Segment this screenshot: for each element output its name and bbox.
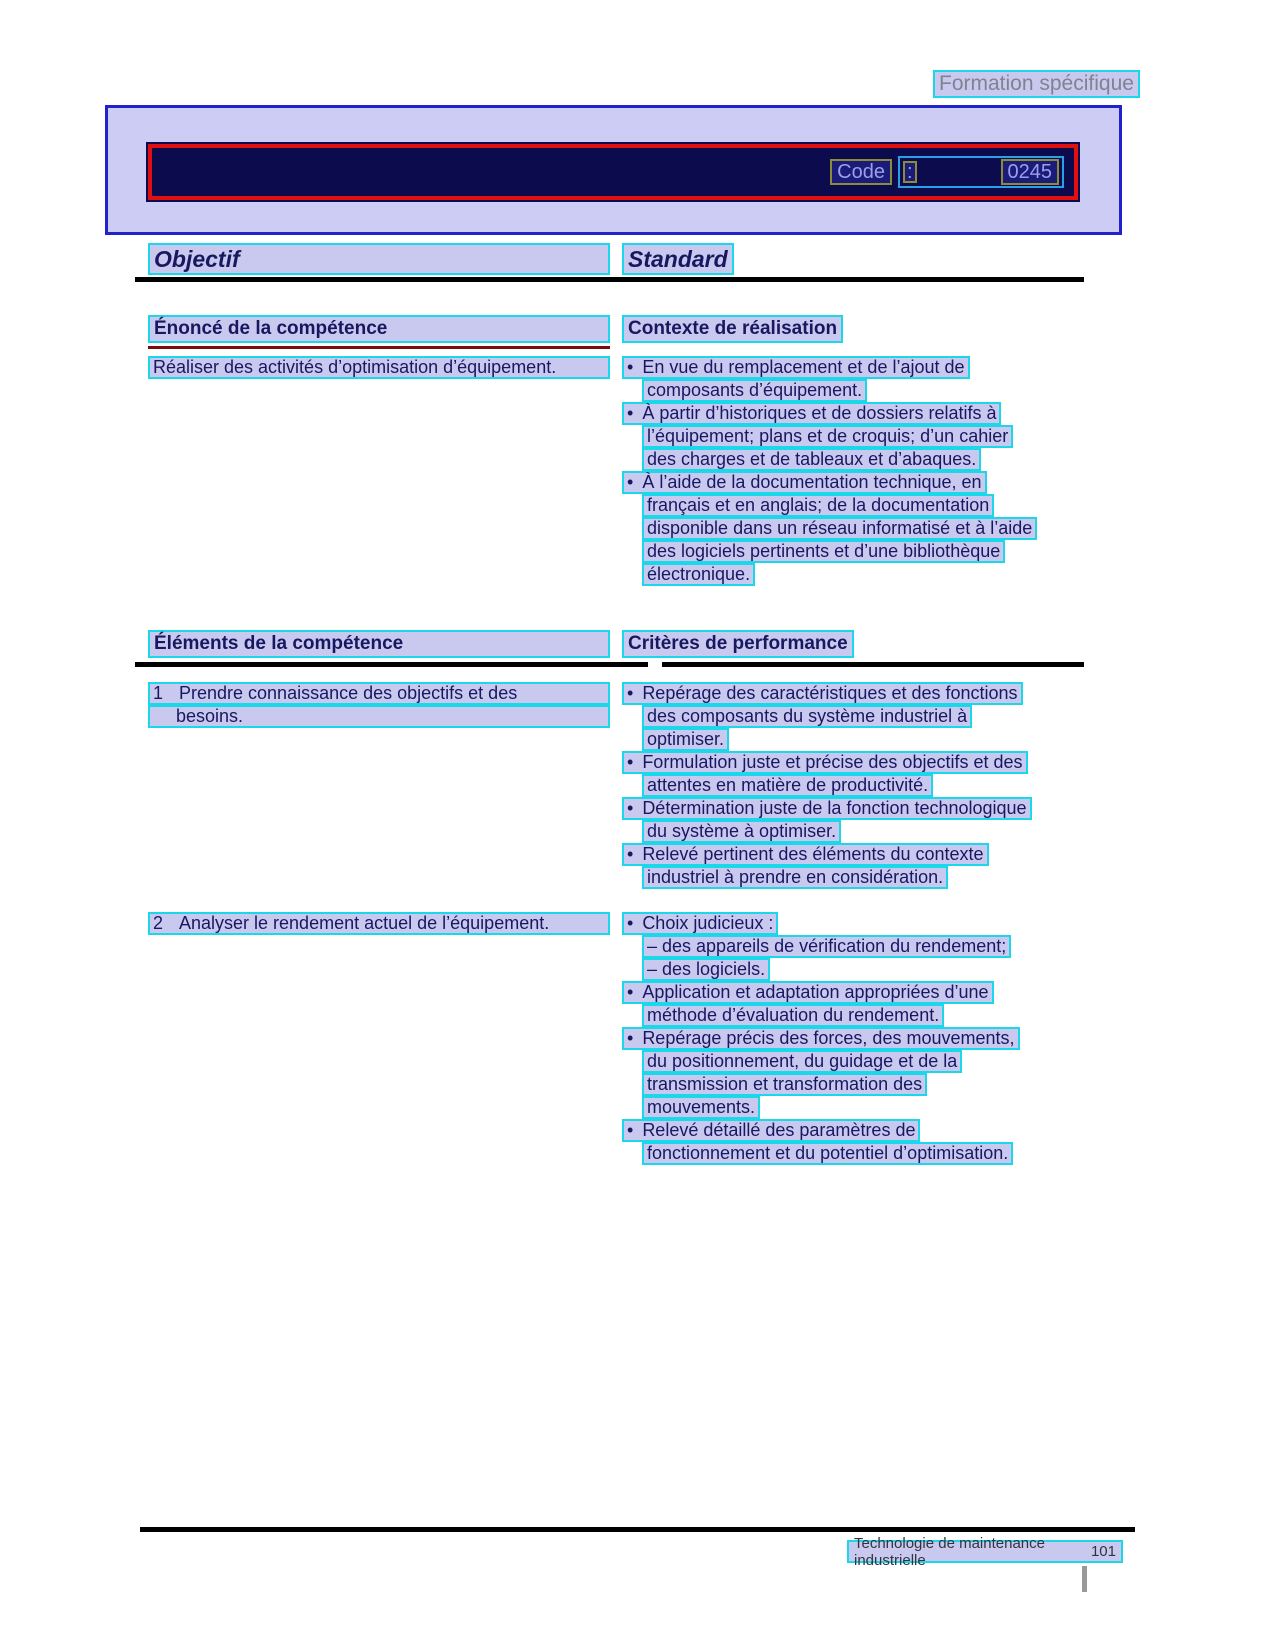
- bullet-text: français et en anglais; de la documentation: [647, 495, 990, 515]
- bullet-line: [642, 1142, 1013, 1165]
- bullet-text: À l’aide de la documentation technique, en: [642, 472, 982, 492]
- bullet-text: Détermination juste de la fonction technologique: [642, 798, 1027, 818]
- item-text: besoins.: [176, 706, 244, 726]
- bullet-line: [622, 356, 970, 379]
- footer-page-number: 101: [1090, 1543, 1116, 1560]
- section-header-criteres: [622, 630, 854, 658]
- standard-label: Standard: [622, 243, 734, 275]
- bullet-text: optimiser.: [647, 729, 725, 749]
- bullet-text: électronique.: [647, 564, 751, 584]
- bullet-line: [642, 774, 933, 797]
- bullet-text: Choix judicieux :: [642, 913, 774, 933]
- bullet-text: Repérage des caractéristiques et des fonctions: [642, 683, 1018, 703]
- section-header-contexte: [622, 315, 843, 343]
- item-line: [148, 912, 610, 935]
- enonce-red-underline: [148, 346, 610, 349]
- bullet-text: l’équipement; plans et de croquis; d’un cahier: [647, 426, 1009, 446]
- contexte-bullet-list: [622, 356, 1112, 586]
- bullet-line: [622, 402, 1001, 425]
- bullet-line: [642, 820, 841, 843]
- bullet-text: composants d’équipement.: [647, 380, 863, 400]
- objectif-label: Objectif: [148, 243, 610, 275]
- criteres-bullet-list-2: [622, 912, 1112, 1165]
- item-number: 2: [153, 913, 164, 933]
- bullet-line: [642, 728, 729, 751]
- item-text: Prendre connaissance des objectifs et des: [179, 683, 518, 703]
- title-banner-box: [105, 105, 1122, 235]
- bullet-line: [622, 843, 989, 866]
- bullet-line: [642, 1050, 962, 1073]
- bullet-line: [642, 448, 981, 471]
- bullet-text: des logiciels pertinents et d’une bibliothèque: [647, 541, 1001, 561]
- item-line: [148, 705, 610, 728]
- bullet-line: [642, 1004, 944, 1027]
- bullet-line: [642, 958, 770, 981]
- item-line: [148, 682, 610, 705]
- footer-bar: [847, 1534, 1123, 1569]
- bullet-text: des charges et de tableaux et d’abaques.: [647, 449, 977, 469]
- bullet-text: méthode d’évaluation du rendement.: [647, 1005, 940, 1025]
- bullet-text: fonctionnement et du potentiel d’optimisation.: [647, 1143, 1009, 1163]
- formation-specifique-label: Formation spécifique: [933, 70, 1140, 98]
- bullet-line: [642, 494, 994, 517]
- bullet-text: des composants du système industriel à: [647, 706, 968, 726]
- footer-rule: [140, 1527, 1135, 1532]
- bullet-text: transmission et transformation des: [647, 1074, 923, 1094]
- code-value: 0245: [1001, 159, 1060, 185]
- bullet-line: [642, 705, 972, 728]
- title-banner-inner-box: [148, 144, 1078, 200]
- bullet-text: mouvements.: [647, 1097, 756, 1117]
- bullet-line: [622, 912, 778, 935]
- criteres-bullet-list-1: [622, 682, 1112, 889]
- column-header-objectif: [148, 243, 610, 275]
- bullet-text: Relevé pertinent des éléments du contexte: [642, 844, 984, 864]
- bullet-text: du système à optimiser.: [647, 821, 837, 841]
- bullet-line: [642, 563, 755, 586]
- bullet-text: Formulation juste et précise des objectifs et des: [642, 752, 1023, 772]
- bullet-line: [642, 1096, 760, 1119]
- competence-statement-column: [148, 356, 610, 379]
- bullet-line: [622, 682, 1023, 705]
- section-header-enonce: [148, 315, 610, 343]
- bullet-text: Repérage précis des forces, des mouvements,: [642, 1028, 1015, 1048]
- element-item-1: [148, 682, 610, 728]
- bullet-text: – des logiciels.: [647, 959, 766, 979]
- bullet-text: À partir d’historiques et de dossiers relatifs à: [642, 403, 997, 423]
- code-label: Code: [830, 159, 892, 185]
- bullet-line: [642, 425, 1013, 448]
- bullet-line: [642, 935, 1011, 958]
- bullet-text: attentes en matière de productivité.: [647, 775, 929, 795]
- footer-title: Technologie de maintenance industrielle: [854, 1534, 1045, 1569]
- code-value-group: [898, 156, 1064, 188]
- section-header-elements: [148, 630, 610, 658]
- bullet-line: [642, 1073, 927, 1096]
- bullet-line: [622, 1119, 920, 1142]
- element-item-2: [148, 912, 610, 935]
- bullet-line: [642, 540, 1005, 563]
- bullet-line: [642, 866, 948, 889]
- bullet-line: [622, 1027, 1020, 1050]
- divider-rule-elements-right: [662, 662, 1084, 667]
- bullet-text: – des appareils de vérification du rendement;: [647, 936, 1007, 956]
- bullet-text: du positionnement, du guidage et de la: [647, 1051, 958, 1071]
- contexte-label: Contexte de réalisation: [622, 315, 843, 343]
- bullet-line: [622, 797, 1032, 820]
- bullet-line: [622, 981, 994, 1004]
- bullet-text: Relevé détaillé des paramètres de: [642, 1120, 916, 1140]
- bullet-text: En vue du remplacement et de l’ajout de: [642, 357, 965, 377]
- bullet-line: [642, 517, 1037, 540]
- item-text: Analyser le rendement actuel de l’équipement.: [179, 913, 550, 933]
- bullet-line: [642, 379, 867, 402]
- bullet-text: disponible dans un réseau informatisé et à l’aide: [647, 518, 1033, 538]
- bullet-line: [622, 471, 987, 494]
- enonce-label: Énoncé de la compétence: [148, 315, 610, 343]
- item-number: 1: [153, 683, 164, 703]
- code-separator: :: [903, 161, 917, 183]
- competence-statement: Réaliser des activités d’optimisation d’équipement.: [148, 356, 610, 379]
- bullet-line: [622, 751, 1028, 774]
- bullet-text: industriel à prendre en considération.: [647, 867, 944, 887]
- page-header-label: [933, 70, 1140, 98]
- elements-label: Éléments de la compétence: [148, 630, 610, 658]
- divider-rule-top: [135, 277, 1084, 282]
- criteres-label: Critères de performance: [622, 630, 854, 658]
- divider-rule-elements-left: [135, 662, 648, 667]
- bullet-text: Application et adaptation appropriées d’une: [642, 982, 989, 1002]
- column-header-standard: [622, 243, 734, 275]
- gray-marker-bar: [1082, 1566, 1087, 1592]
